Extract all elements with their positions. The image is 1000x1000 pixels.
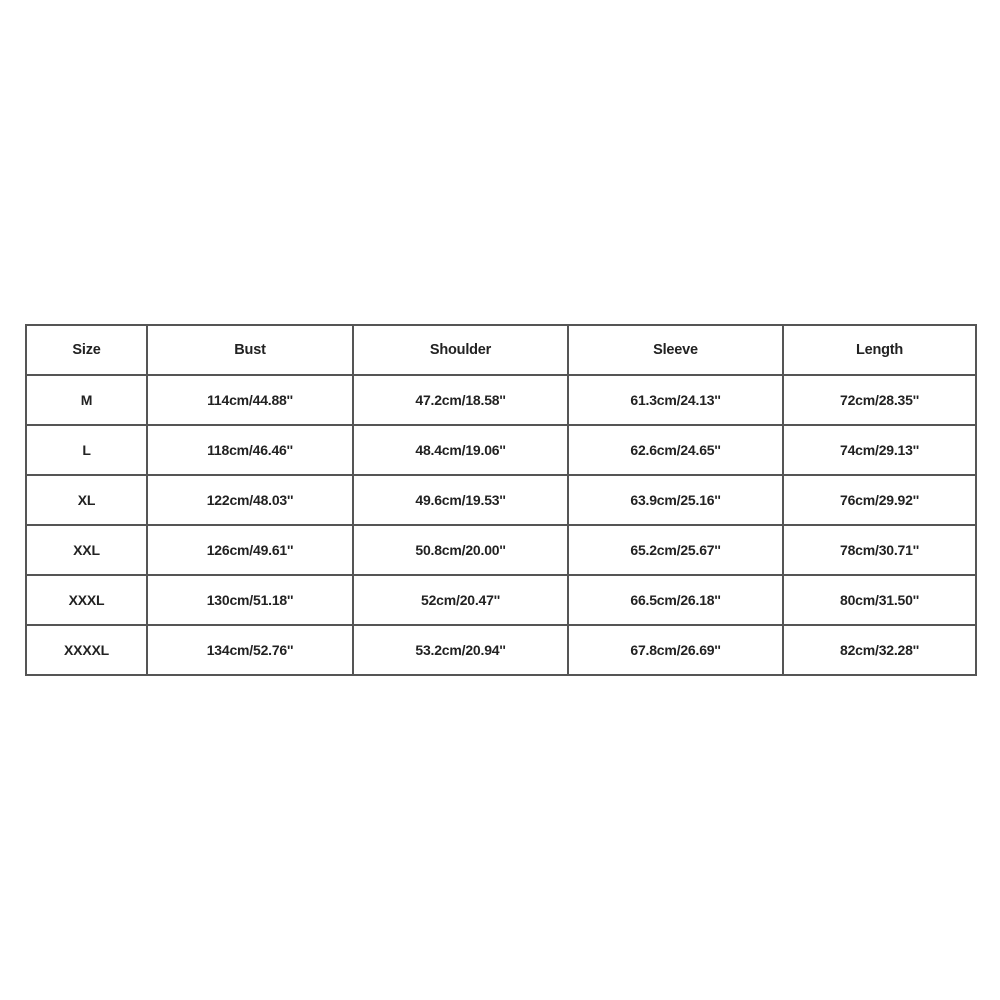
- cell-size: XL: [26, 475, 147, 525]
- cell-shoulder: 49.6cm/19.53'': [353, 475, 568, 525]
- cell-sleeve: 62.6cm/24.65'': [568, 425, 783, 475]
- header-bust: Bust: [147, 325, 353, 375]
- cell-sleeve: 63.9cm/25.16'': [568, 475, 783, 525]
- header-size: Size: [26, 325, 147, 375]
- table-row: [26, 525, 976, 575]
- cell-shoulder: 53.2cm/20.94'': [353, 625, 568, 675]
- cell-length: 74cm/29.13'': [783, 425, 976, 475]
- cell-sleeve: 61.3cm/24.13'': [568, 375, 783, 425]
- cell-size: L: [26, 425, 147, 475]
- header-shoulder: Shoulder: [353, 325, 568, 375]
- cell-bust: 118cm/46.46'': [147, 425, 353, 475]
- header-length: Length: [783, 325, 976, 375]
- cell-size: XXXL: [26, 575, 147, 625]
- table-row: [26, 375, 976, 425]
- cell-size: XXXXL: [26, 625, 147, 675]
- cell-shoulder: 50.8cm/20.00'': [353, 525, 568, 575]
- cell-bust: 126cm/49.61'': [147, 525, 353, 575]
- cell-length: 82cm/32.28'': [783, 625, 976, 675]
- cell-shoulder: 47.2cm/18.58'': [353, 375, 568, 425]
- table-row: [26, 425, 976, 475]
- cell-size: M: [26, 375, 147, 425]
- table-row: [26, 575, 976, 625]
- cell-length: 72cm/28.35'': [783, 375, 976, 425]
- cell-sleeve: 66.5cm/26.18'': [568, 575, 783, 625]
- cell-length: 80cm/31.50'': [783, 575, 976, 625]
- cell-bust: 134cm/52.76'': [147, 625, 353, 675]
- cell-sleeve: 67.8cm/26.69'': [568, 625, 783, 675]
- size-chart-table: [25, 324, 977, 676]
- cell-bust: 122cm/48.03'': [147, 475, 353, 525]
- cell-shoulder: 48.4cm/19.06'': [353, 425, 568, 475]
- header-sleeve: Sleeve: [568, 325, 783, 375]
- table-row: [26, 475, 976, 525]
- cell-bust: 114cm/44.88'': [147, 375, 353, 425]
- cell-shoulder: 52cm/20.47'': [353, 575, 568, 625]
- table-row: [26, 625, 976, 675]
- cell-bust: 130cm/51.18'': [147, 575, 353, 625]
- cell-length: 76cm/29.92'': [783, 475, 976, 525]
- table-header-row: [26, 325, 976, 375]
- cell-length: 78cm/30.71'': [783, 525, 976, 575]
- cell-sleeve: 65.2cm/25.67'': [568, 525, 783, 575]
- cell-size: XXL: [26, 525, 147, 575]
